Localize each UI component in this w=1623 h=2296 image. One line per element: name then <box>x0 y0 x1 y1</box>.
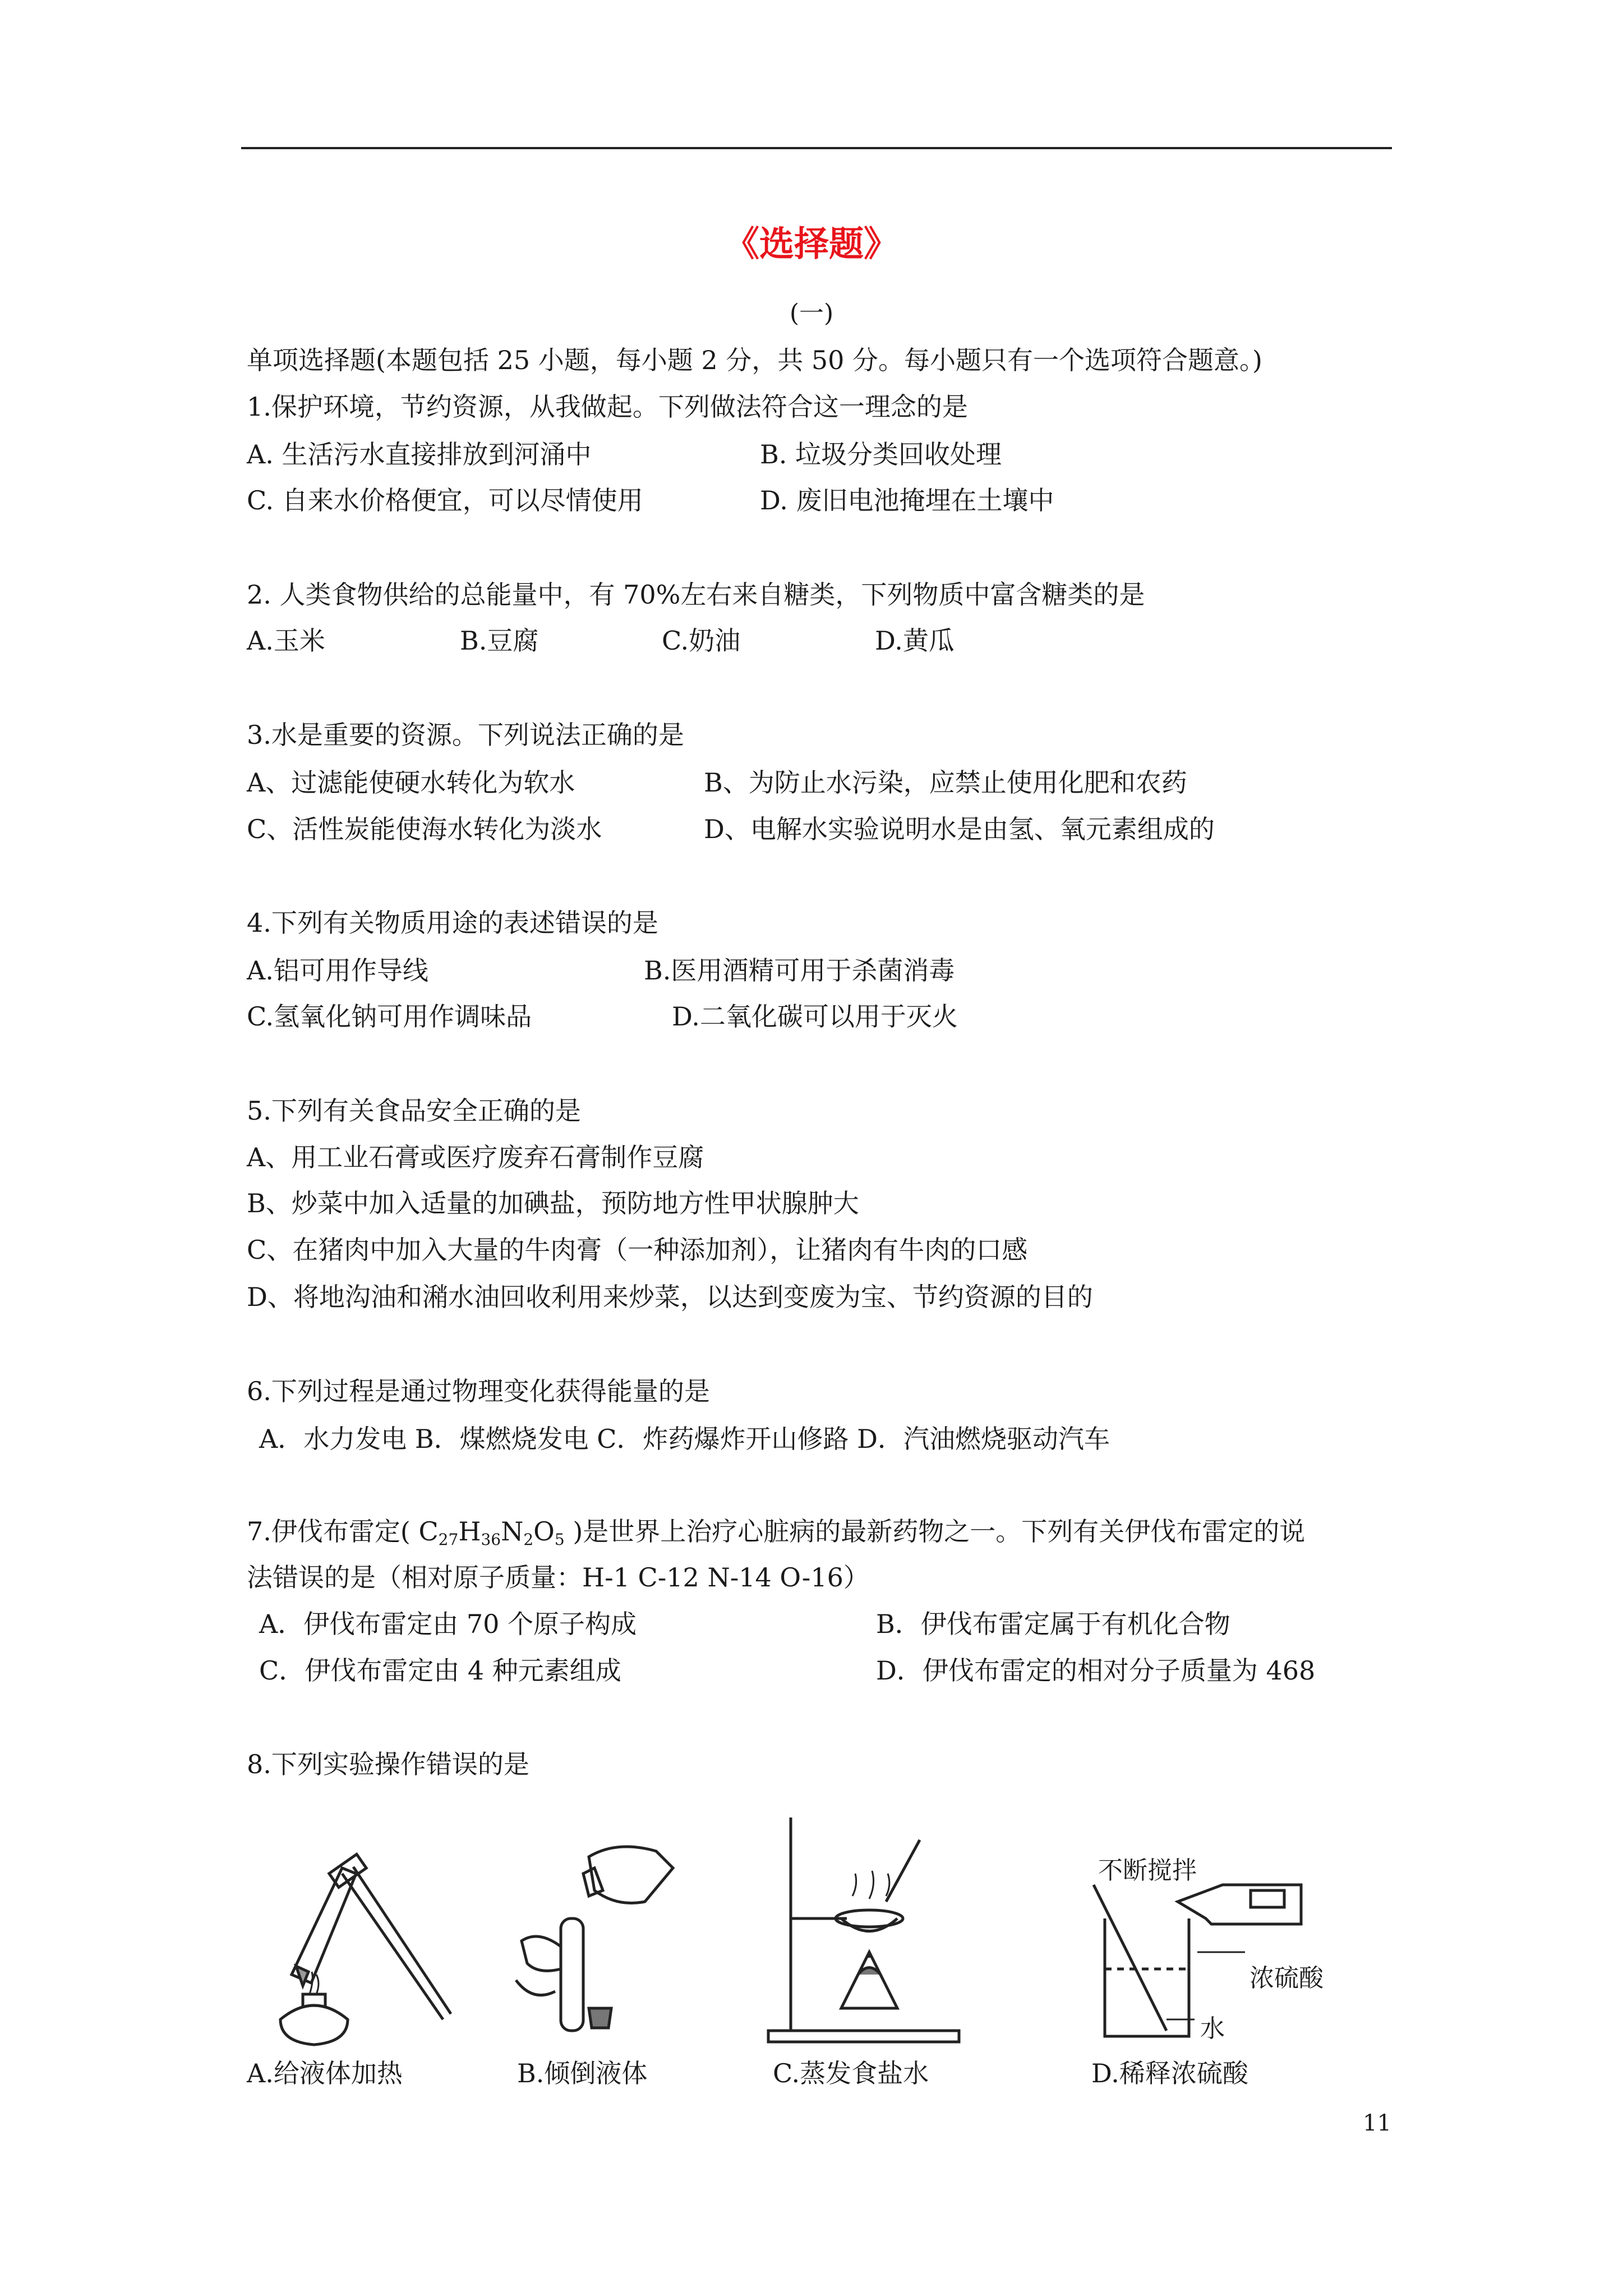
q3-option-a: A、过滤能使硬水转化为软水 <box>247 767 575 798</box>
q7-stem: 7.伊伐布雷定( $C_{27}H_{36}N_2O_5$ )是世界上治疗心脏病的最新药物之一。下列有关伊伐布雷定的说 <box>247 1516 1306 1549</box>
q1-option-a: A. 生活污水直接排放到河涌中 <box>247 439 592 470</box>
page-number: 11 <box>1363 2110 1391 2136</box>
q5-option-c: C、在猪肉中加入大量的牛肉膏（一种添加剂），让猪肉有牛肉的口感 <box>247 1235 1028 1265</box>
q1-option-b: B. 垃圾分类回收处理 <box>760 439 1002 470</box>
q3-option-b: B、为防止水污染，应禁止使用化肥和农药 <box>704 767 1187 798</box>
q7-stem-continued: 法错误的是（相对原子质量：H-1 C-12 N-14 O-16） <box>247 1562 869 1593</box>
q3-stem: 3.水是重要的资源。下列说法正确的是 <box>247 720 684 750</box>
q3-option-d: D、电解水实验说明水是由氢、氧元素组成的 <box>704 814 1215 844</box>
q7-option-a: A．伊伐布雷定由 70 个原子构成 <box>259 1609 637 1639</box>
q3-option-c: C、活性炭能使海水转化为淡水 <box>247 814 602 844</box>
q5-option-b: B、炒菜中加入适量的加碘盐，预防地方性甲状腺肿大 <box>247 1188 859 1218</box>
q5-stem: 5.下列有关食品安全正确的是 <box>247 1096 581 1126</box>
label-water: 水 <box>1200 2014 1225 2043</box>
q4-stem: 4.下列有关物质用途的表述错误的是 <box>247 908 658 938</box>
q4-option-a: A.铝可用作导线 <box>247 955 428 986</box>
q8-caption-d: D.稀释浓硫酸 <box>1091 2058 1248 2088</box>
q2-option-d: D.黄瓜 <box>875 625 955 656</box>
section-subtitle: (一) <box>789 299 834 328</box>
q5-option-d: D、将地沟油和潲水油回收利用来炒菜，以达到变废为宝、节约资源的目的 <box>247 1282 1093 1312</box>
q1-option-c: C. 自来水价格便宜，可以尽情使用 <box>247 485 643 516</box>
q2-option-b: B.豆腐 <box>460 625 539 656</box>
figure-evaporating-salt-water <box>757 1806 970 2047</box>
q5-option-a: A、用工业石膏或医疗废弃石膏制作豆腐 <box>247 1142 704 1172</box>
figure-heating-liquid <box>258 1851 460 2053</box>
q2-option-c: C.奶油 <box>662 625 741 656</box>
q2-stem: 2. 人类食物供给的总能量中，有 70%左右来自糖类，下列物质中富含糖类的是 <box>247 579 1145 610</box>
q8-caption-c: C.蒸发食盐水 <box>773 2058 929 2088</box>
figure-pouring-liquid <box>505 1834 684 2047</box>
label-concentrated-acid: 浓硫酸 <box>1249 1964 1324 1993</box>
header-rule <box>241 147 1392 149</box>
q8-caption-b: B.倾倒液体 <box>517 2058 648 2088</box>
page-title: 《选择题》 <box>724 223 898 264</box>
q4-option-b: B.医用酒精可用于杀菌消毒 <box>644 955 955 986</box>
q2-option-a: A.玉米 <box>247 625 325 656</box>
q8-caption-a: A.给液体加热 <box>247 2058 403 2088</box>
q1-stem: 1.保护环境，节约资源，从我做起。下列做法符合这一理念的是 <box>247 392 968 422</box>
q7-option-b: B．伊伐布雷定属于有机化合物 <box>876 1609 1230 1639</box>
q4-option-d: D.二氧化碳可以用于灭火 <box>672 1001 958 1032</box>
q6-options: A．水力发电 B．煤燃烧发电 C．炸药爆炸开山修路 D．汽油燃烧驱动汽车 <box>259 1424 1110 1454</box>
q6-stem: 6.下列过程是通过物理变化获得能量的是 <box>247 1376 710 1406</box>
label-stirring: 不断搅拌 <box>1098 1856 1197 1885</box>
q7-option-d: D．伊伐布雷定的相对分子质量为 468 <box>876 1655 1316 1686</box>
q4-option-c: C.氢氧化钠可用作调味品 <box>247 1001 532 1032</box>
q1-option-d: D. 废旧电池掩埋在土壤中 <box>760 485 1054 516</box>
q7-option-c: C．伊伐布雷定由 4 种元素组成 <box>259 1655 621 1686</box>
q8-stem: 8.下列实验操作错误的是 <box>247 1749 529 1779</box>
instructions: 单项选择题(本题包括 25 小题，每小题 2 分，共 50 分。每小题只有一个选项符合题意。) <box>247 345 1262 375</box>
